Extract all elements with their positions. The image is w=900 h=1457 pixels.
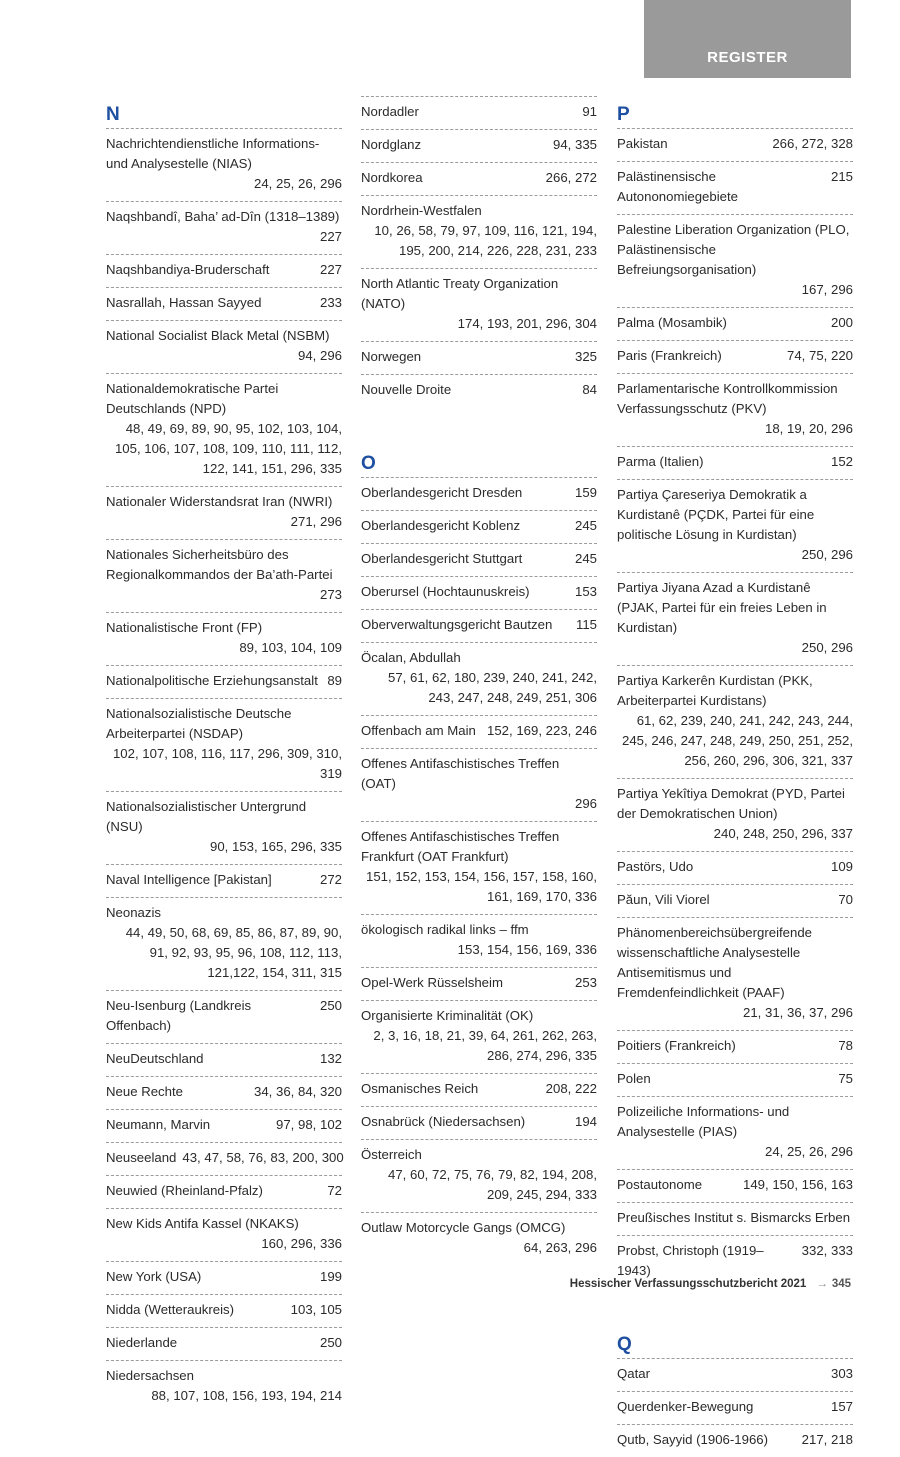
entry-term: National Socialist Black Metal (NSBM) [106, 328, 330, 343]
entry-term: Parma (Italien) [617, 454, 704, 469]
entry-pages: 102, 107, 108, 116, 117, 296, 309, 310, 319 [112, 746, 342, 781]
index-entry [617, 572, 853, 665]
entry-pages: 272 [319, 872, 342, 887]
entry-pages: 227 [319, 229, 342, 244]
entry-pages: 151, 152, 153, 154, 156, 157, 158, 160, 161, 169, 170, 336 [366, 869, 597, 904]
section-letter: N [106, 104, 120, 125]
entry-term: Neu-Isenburg (Landkreis Offenbach) [106, 998, 252, 1033]
index-entry [106, 539, 342, 612]
entry-pages: 271, 296 [290, 514, 342, 529]
section-letter: P [617, 104, 630, 125]
entry-term: Nordadler [361, 104, 419, 119]
index-entry [617, 1063, 853, 1096]
index-entry [106, 486, 342, 539]
entry-term: Pastörs, Udo [617, 859, 694, 874]
entry-pages: 266, 272 [545, 170, 597, 185]
entry-pages: 152 [830, 454, 853, 469]
entry-term: Palästinensische Autononomiegebiete [617, 169, 738, 204]
index-entry [106, 1294, 342, 1327]
index-entry [361, 715, 597, 748]
entry-term: Offenes Antifaschistisches Treffen Frankfurt (OAT Frankfurt) [361, 829, 560, 864]
entry-term: Partiya Karkerên Kurdistan (PKK, Arbeiterpartei Kurdistans) [617, 673, 813, 708]
entry-term: Niedersachsen [106, 1368, 194, 1383]
entry-pages: 18, 19, 20, 296 [765, 421, 853, 436]
entry-pages: 34, 36, 84, 320 [254, 1084, 342, 1099]
index-entry [106, 897, 342, 990]
index-entry [361, 162, 597, 195]
entry-pages: 167, 296 [801, 282, 853, 297]
index-entry [617, 1030, 853, 1063]
index-entry [106, 1327, 342, 1360]
entry-term: Querdenker-Bewegung [617, 1399, 754, 1414]
entry-pages: 245 [574, 518, 597, 533]
entry-pages: 174, 193, 201, 296, 304 [457, 316, 597, 331]
entry-pages: 91 [582, 104, 597, 119]
index-entry [361, 195, 597, 268]
section-letter: O [361, 453, 376, 474]
entry-term: Oberverwaltungsgericht Bautzen [361, 617, 553, 632]
entry-term: Nationales Sicherheitsbüro des Regionalkommandos der Ba’ath-Partei [106, 547, 333, 582]
entry-pages: 75 [838, 1071, 853, 1086]
entry-term: Probst, Christoph (1919–1943) [617, 1243, 764, 1278]
entry-term: Nationalsozialistische Deutsche Arbeiterpartei (NSDAP) [106, 706, 292, 741]
index-entry [106, 612, 342, 665]
entry-pages: 159 [574, 485, 597, 500]
entry-pages: 115 [575, 617, 597, 632]
index-entry [361, 477, 597, 510]
entry-pages: 296 [574, 796, 597, 811]
entry-pages: 57, 61, 62, 180, 239, 240, 241, 242, 243, 247, 248, 249, 251, 306 [388, 670, 597, 705]
entry-term: Offenbach am Main [361, 723, 476, 738]
index-entry [361, 748, 597, 821]
register-tab [644, 0, 851, 78]
index-entry [106, 1076, 342, 1109]
entry-term: Oberursel (Hochtaunuskreis) [361, 584, 530, 599]
entry-term: ökologisch radikal links – ffm [361, 922, 529, 937]
entry-pages: 266, 272, 328 [772, 136, 853, 151]
entry-term: Palma (Mosambik) [617, 315, 727, 330]
entry-term: Polen [617, 1071, 651, 1086]
index-entry [617, 1169, 853, 1202]
index-entry [617, 778, 853, 851]
entry-term: Norwegen [361, 349, 422, 364]
entry-pages: 132 [319, 1051, 342, 1066]
register-tab-label: REGISTER [707, 49, 788, 66]
index-entry [106, 1360, 342, 1413]
index-entry [617, 1096, 853, 1169]
entry-pages: 84 [582, 382, 597, 397]
index-column-3 [617, 96, 853, 1457]
index-entry [361, 374, 597, 407]
index-entry [617, 851, 853, 884]
entry-pages: 250 [319, 1335, 342, 1350]
entry-pages: 160, 296, 336 [261, 1236, 342, 1251]
entry-term: Nouvelle Droite [361, 382, 452, 397]
entry-pages: 10, 26, 58, 79, 97, 109, 116, 121, 194, 195, 200, 214, 226, 228, 231, 233 [374, 223, 597, 258]
entry-term: North Atlantic Treaty Organization (NATO) [361, 276, 559, 311]
entry-pages: 109 [830, 859, 853, 874]
entry-term: Postautonome [617, 1177, 703, 1192]
index-entry [617, 214, 853, 307]
entry-pages: 273 [319, 587, 342, 602]
entry-pages: 48, 49, 69, 89, 90, 95, 102, 103, 104, 105, 106, 107, 108, 109, 110, 111, 112, 122, 141, 151, 296, 335 [114, 421, 342, 476]
entry-term: Palestine Liberation Organization (PLO, Palästinensische Befreiungsorganisation) [617, 222, 850, 277]
entry-pages: 208, 222 [545, 1081, 597, 1096]
entry-term: Neue Rechte [106, 1084, 183, 1099]
index-entry [361, 1073, 597, 1106]
entry-pages: 89 [327, 673, 342, 688]
index-entry [617, 884, 853, 917]
entry-term: Paris (Frankreich) [617, 348, 722, 363]
entry-pages: 250, 296 [801, 547, 853, 562]
index-entry [617, 665, 853, 778]
entry-pages: 70 [838, 892, 853, 907]
entry-pages: 149, 150, 156, 163 [743, 1177, 853, 1192]
entry-term: Offenes Antifaschistisches Treffen (OAT) [361, 756, 560, 791]
index-entry [361, 543, 597, 576]
entry-pages: 47, 60, 72, 75, 76, 79, 82, 194, 208, 209, 245, 294, 333 [388, 1167, 597, 1202]
entry-pages: 253 [574, 975, 597, 990]
index-entry [361, 1106, 597, 1139]
index-entry [106, 698, 342, 791]
entry-term: Naqshbandî, Baha’ ad-Dîn (1318–1389) [106, 209, 340, 224]
index-entry [106, 1109, 342, 1142]
index-entry [617, 1358, 853, 1391]
index-entry [617, 1424, 853, 1457]
entry-term: Öcalan, Abdullah [361, 650, 461, 665]
entry-pages: 21, 31, 36, 37, 296 [743, 1005, 853, 1020]
index-entry [617, 340, 853, 373]
entry-term: New Kids Antifa Kassel (NKAKS) [106, 1216, 299, 1231]
index-entry [617, 373, 853, 446]
entry-term: NeuDeutschland [106, 1051, 204, 1066]
entry-term: Niederlande [106, 1335, 178, 1350]
entry-pages: 90, 153, 165, 296, 335 [210, 839, 342, 854]
footer-title: Hessischer Verfassungsschutzbericht 2021 [569, 1278, 807, 1290]
entry-pages: 240, 248, 250, 296, 337 [713, 826, 853, 841]
index-entry [106, 201, 342, 254]
entry-pages: 89, 103, 104, 109 [239, 640, 342, 655]
entry-pages: 332, 333 [801, 1243, 853, 1258]
entry-term: Partiya Yekîtiya Demokrat (PYD, Partei der Demokratischen Union) [617, 786, 845, 821]
entry-term: Nationalpolitische Erziehungsanstalt [106, 673, 318, 688]
index-entry [361, 129, 597, 162]
entry-term: Qutb, Sayyid (1906-1966) [617, 1432, 769, 1447]
entry-pages: 24, 25, 26, 296 [765, 1144, 853, 1159]
entry-term: Österreich [361, 1147, 422, 1162]
entry-term: Păun, Vili Viorel [617, 892, 710, 907]
index-entry [106, 1208, 342, 1261]
page-number: 345 [831, 1278, 851, 1290]
entry-pages: 215 [830, 169, 853, 184]
entry-term: Oberlandesgericht Koblenz [361, 518, 521, 533]
entry-term: Nationalistische Front (FP) [106, 620, 263, 635]
entry-term: Nordglanz [361, 137, 422, 152]
entry-term: Parlamentarische Kontrollkommission Verfassungsschutz (PKV) [617, 381, 838, 416]
index-entry [361, 609, 597, 642]
entry-term: Nationaldemokratische Partei Deutschlands (NPD) [106, 381, 279, 416]
entry-pages: 325 [574, 349, 597, 364]
entry-term: Nationalsozialistischer Untergrund (NSU) [106, 799, 307, 834]
index-entry [106, 864, 342, 897]
entry-term: Neumann, Marvin [106, 1117, 211, 1132]
entry-pages: 94, 335 [553, 137, 597, 152]
entry-pages: 72 [327, 1183, 342, 1198]
entry-pages: 153, 154, 156, 169, 336 [457, 942, 597, 957]
entry-term: Qatar [617, 1366, 650, 1381]
entry-term: Nidda (Wetteraukreis) [106, 1302, 235, 1317]
entry-term: Nachrichtendienstliche Informations- und Analysestelle (NIAS) [106, 136, 320, 171]
entry-term: Oberlandesgericht Dresden [361, 485, 523, 500]
index-entry [617, 1202, 853, 1235]
index-entry [361, 1212, 597, 1265]
index-entry [617, 1391, 853, 1424]
entry-term: Pakistan [617, 136, 668, 151]
entry-pages: 24, 25, 26, 296 [254, 176, 342, 191]
entry-pages: 97, 98, 102 [276, 1117, 342, 1132]
index-column-2 [361, 96, 597, 1265]
entry-term: Neonazis [106, 905, 161, 920]
entry-pages: 200 [830, 315, 853, 330]
index-entry [106, 128, 342, 201]
index-entry [106, 791, 342, 864]
index-entry [361, 967, 597, 1000]
index-entry [617, 128, 853, 161]
entry-term: New York (USA) [106, 1269, 202, 1284]
entry-term: Outlaw Motorcycle Gangs (OMCG) [361, 1220, 566, 1235]
index-entry [361, 341, 597, 374]
index-entry [106, 1175, 342, 1208]
entry-term: Partiya Jiyana Azad a Kurdistanê (PJAK, Partei für ein freies Leben in Kurdistan) [617, 580, 827, 635]
entry-term: Poitiers (Frankreich) [617, 1038, 736, 1053]
entry-term: Organisierte Kriminalität (OK) [361, 1008, 534, 1023]
index-column-1 [106, 96, 342, 1413]
index-entry [361, 510, 597, 543]
entry-pages: 78 [838, 1038, 853, 1053]
entry-pages: 217, 218 [801, 1432, 853, 1447]
index-entry [361, 642, 597, 715]
index-entry [361, 914, 597, 967]
entry-term: Nasrallah, Hassan Sayyed [106, 295, 262, 310]
entry-pages: 250, 296 [801, 640, 853, 655]
index-entry [617, 446, 853, 479]
entry-term: Osnabrück (Niedersachsen) [361, 1114, 526, 1129]
index-entry [361, 1139, 597, 1212]
index-entry [617, 307, 853, 340]
entry-term: Nordrhein-Westfalen [361, 203, 482, 218]
index-entry [106, 1043, 342, 1076]
index-entry [106, 254, 342, 287]
entry-term: Naval Intelligence [Pakistan] [106, 872, 272, 887]
entry-pages: 303 [830, 1366, 853, 1381]
entry-pages: 43, 47, 58, 76, 83, 200, 300 [182, 1150, 344, 1165]
entry-pages: 64, 263, 296 [523, 1240, 597, 1255]
entry-pages: 88, 107, 108, 156, 193, 194, 214 [151, 1388, 342, 1403]
entry-pages: 2, 3, 16, 18, 21, 39, 64, 261, 262, 263, 286, 274, 296, 335 [373, 1028, 597, 1063]
entry-pages: 199 [319, 1269, 342, 1284]
index-entry [617, 479, 853, 572]
entry-pages: 250 [319, 998, 342, 1013]
index-entry [361, 821, 597, 914]
entry-term: Naqshbandiya-Bruderschaft [106, 262, 270, 277]
entry-term: Neuseeland [106, 1150, 177, 1165]
entry-pages: 94, 296 [298, 348, 342, 363]
index-entry [361, 96, 597, 129]
entry-pages: 245 [574, 551, 597, 566]
index-entry [617, 917, 853, 1030]
entry-term: Nordkorea [361, 170, 423, 185]
index-entry [106, 665, 342, 698]
index-entry [617, 161, 853, 214]
entry-pages: 103, 105 [290, 1302, 342, 1317]
entry-pages: 157 [830, 1399, 853, 1414]
entry-pages: 152, 169, 223, 246 [487, 723, 597, 738]
page-footer [0, 1278, 851, 1290]
index-entry [106, 373, 342, 486]
entry-pages: 61, 62, 239, 240, 241, 242, 243, 244, 245, 246, 247, 248, 249, 250, 251, 252, 256, 260, 296, 306, 321, 337 [622, 713, 853, 768]
index-entry [106, 287, 342, 320]
entry-term: Opel-Werk Rüsselsheim [361, 975, 503, 990]
entry-pages: 233 [319, 295, 342, 310]
entry-term: Neuwied (Rheinland-Pfalz) [106, 1183, 263, 1198]
index-entry [361, 576, 597, 609]
entry-pages: 153 [574, 584, 597, 599]
section-letter: Q [617, 1334, 632, 1355]
entry-pages: 74, 75, 220 [787, 348, 853, 363]
entry-term: Polizeiliche Informations- und Analysestelle (PIAS) [617, 1104, 790, 1139]
index-entry [106, 320, 342, 373]
index-entry [106, 990, 342, 1043]
arrow-right-icon: → [816, 1278, 828, 1290]
entry-term: Preußisches Institut s. Bismarcks Erben [617, 1210, 851, 1225]
entry-pages: 194 [574, 1114, 597, 1129]
index-entry [361, 268, 597, 341]
entry-pages: 227 [319, 262, 342, 277]
entry-term: Osmanisches Reich [361, 1081, 479, 1096]
entry-term: Partiya Çareseriya Demokratik a Kurdistanê (PÇDK, Partei für eine politische Lösung in Kurdistan) [617, 487, 815, 542]
index-entry [361, 1000, 597, 1073]
entry-term: Oberlandesgericht Stuttgart [361, 551, 523, 566]
entry-term: Phänomenbereichsübergreifende wissenschaftliche Analysestelle Antisemitismus und Fremdenfeindlichkeit (PAAF) [617, 925, 813, 1000]
entry-pages: 44, 49, 50, 68, 69, 85, 86, 87, 89, 90, 91, 92, 93, 95, 96, 108, 112, 113, 121,122, 154, 311, 315 [125, 925, 342, 980]
index-entry [106, 1142, 342, 1175]
entry-term: Nationaler Widerstandsrat Iran (NWRI) [106, 494, 333, 509]
